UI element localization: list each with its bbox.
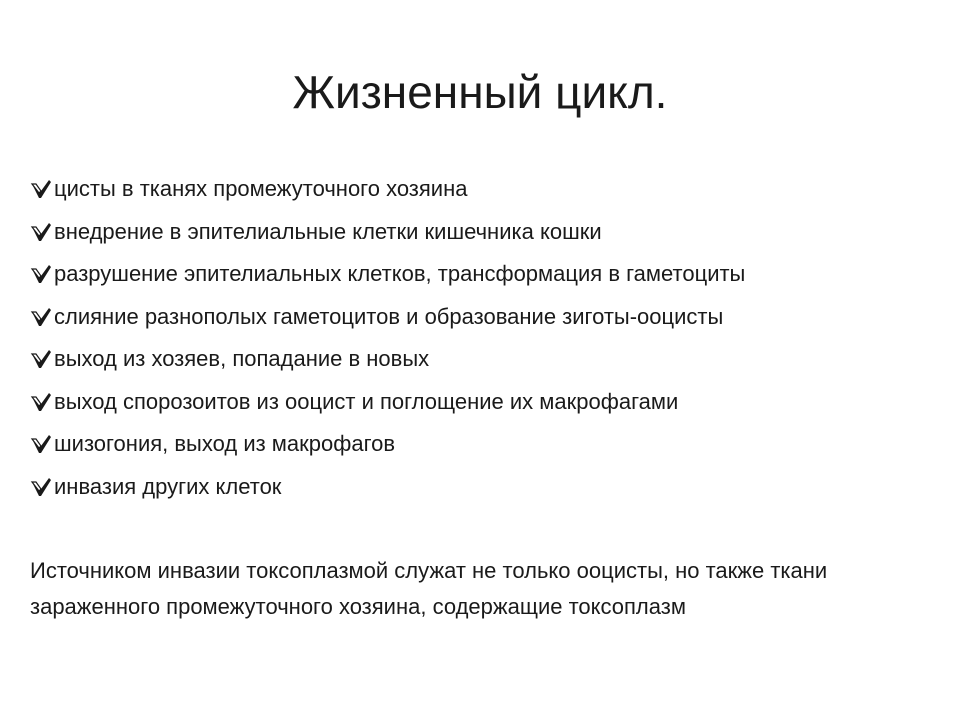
bullet-list bbox=[30, 168, 940, 508]
bullet-item bbox=[30, 296, 940, 339]
bullet-text: выход из хозяев, попадание в новых bbox=[54, 346, 430, 371]
bullet-item bbox=[30, 381, 940, 424]
bullet-text: шизогония, выход из макрофагов bbox=[54, 431, 396, 456]
bullet-text: выход спорозоитов из ооцист и поглощение их макрофагами bbox=[54, 388, 679, 414]
bullet-item bbox=[30, 338, 940, 381]
summary-paragraph: Источником инвазии токсоплазмой служат не только ооцисты, но также ткани зараженного промежуточного хозяина, содержащие токсоплазм bbox=[30, 558, 828, 619]
bullet-text: разрушение эпителиальных клетков, трансформация в гаметоциты bbox=[54, 261, 746, 286]
arrow-check-icon bbox=[30, 253, 54, 296]
arrow-check-icon bbox=[30, 296, 54, 339]
arrow-check-icon bbox=[30, 168, 54, 211]
bullet-text: цисты в тканях промежуточного хозяина bbox=[54, 176, 468, 201]
bullet-item bbox=[30, 211, 940, 254]
slide-title: Жизненный цикл. bbox=[292, 66, 668, 118]
arrow-check-icon bbox=[30, 466, 54, 509]
bullet-text: инвазия других клеток bbox=[54, 473, 282, 499]
bullet-item bbox=[30, 168, 940, 211]
bullet-item bbox=[30, 253, 940, 296]
arrow-check-icon bbox=[30, 211, 54, 254]
bullet-text: внедрение в эпителиальные клетки кишечника кошки bbox=[54, 218, 602, 244]
arrow-check-icon bbox=[30, 338, 54, 381]
bullet-item bbox=[30, 466, 940, 509]
bullet-item bbox=[30, 423, 940, 466]
arrow-check-icon bbox=[30, 423, 54, 466]
arrow-check-icon bbox=[30, 381, 54, 424]
bullet-text: слияние разнополых гаметоцитов и образование зиготы-ооцисты bbox=[54, 303, 724, 329]
